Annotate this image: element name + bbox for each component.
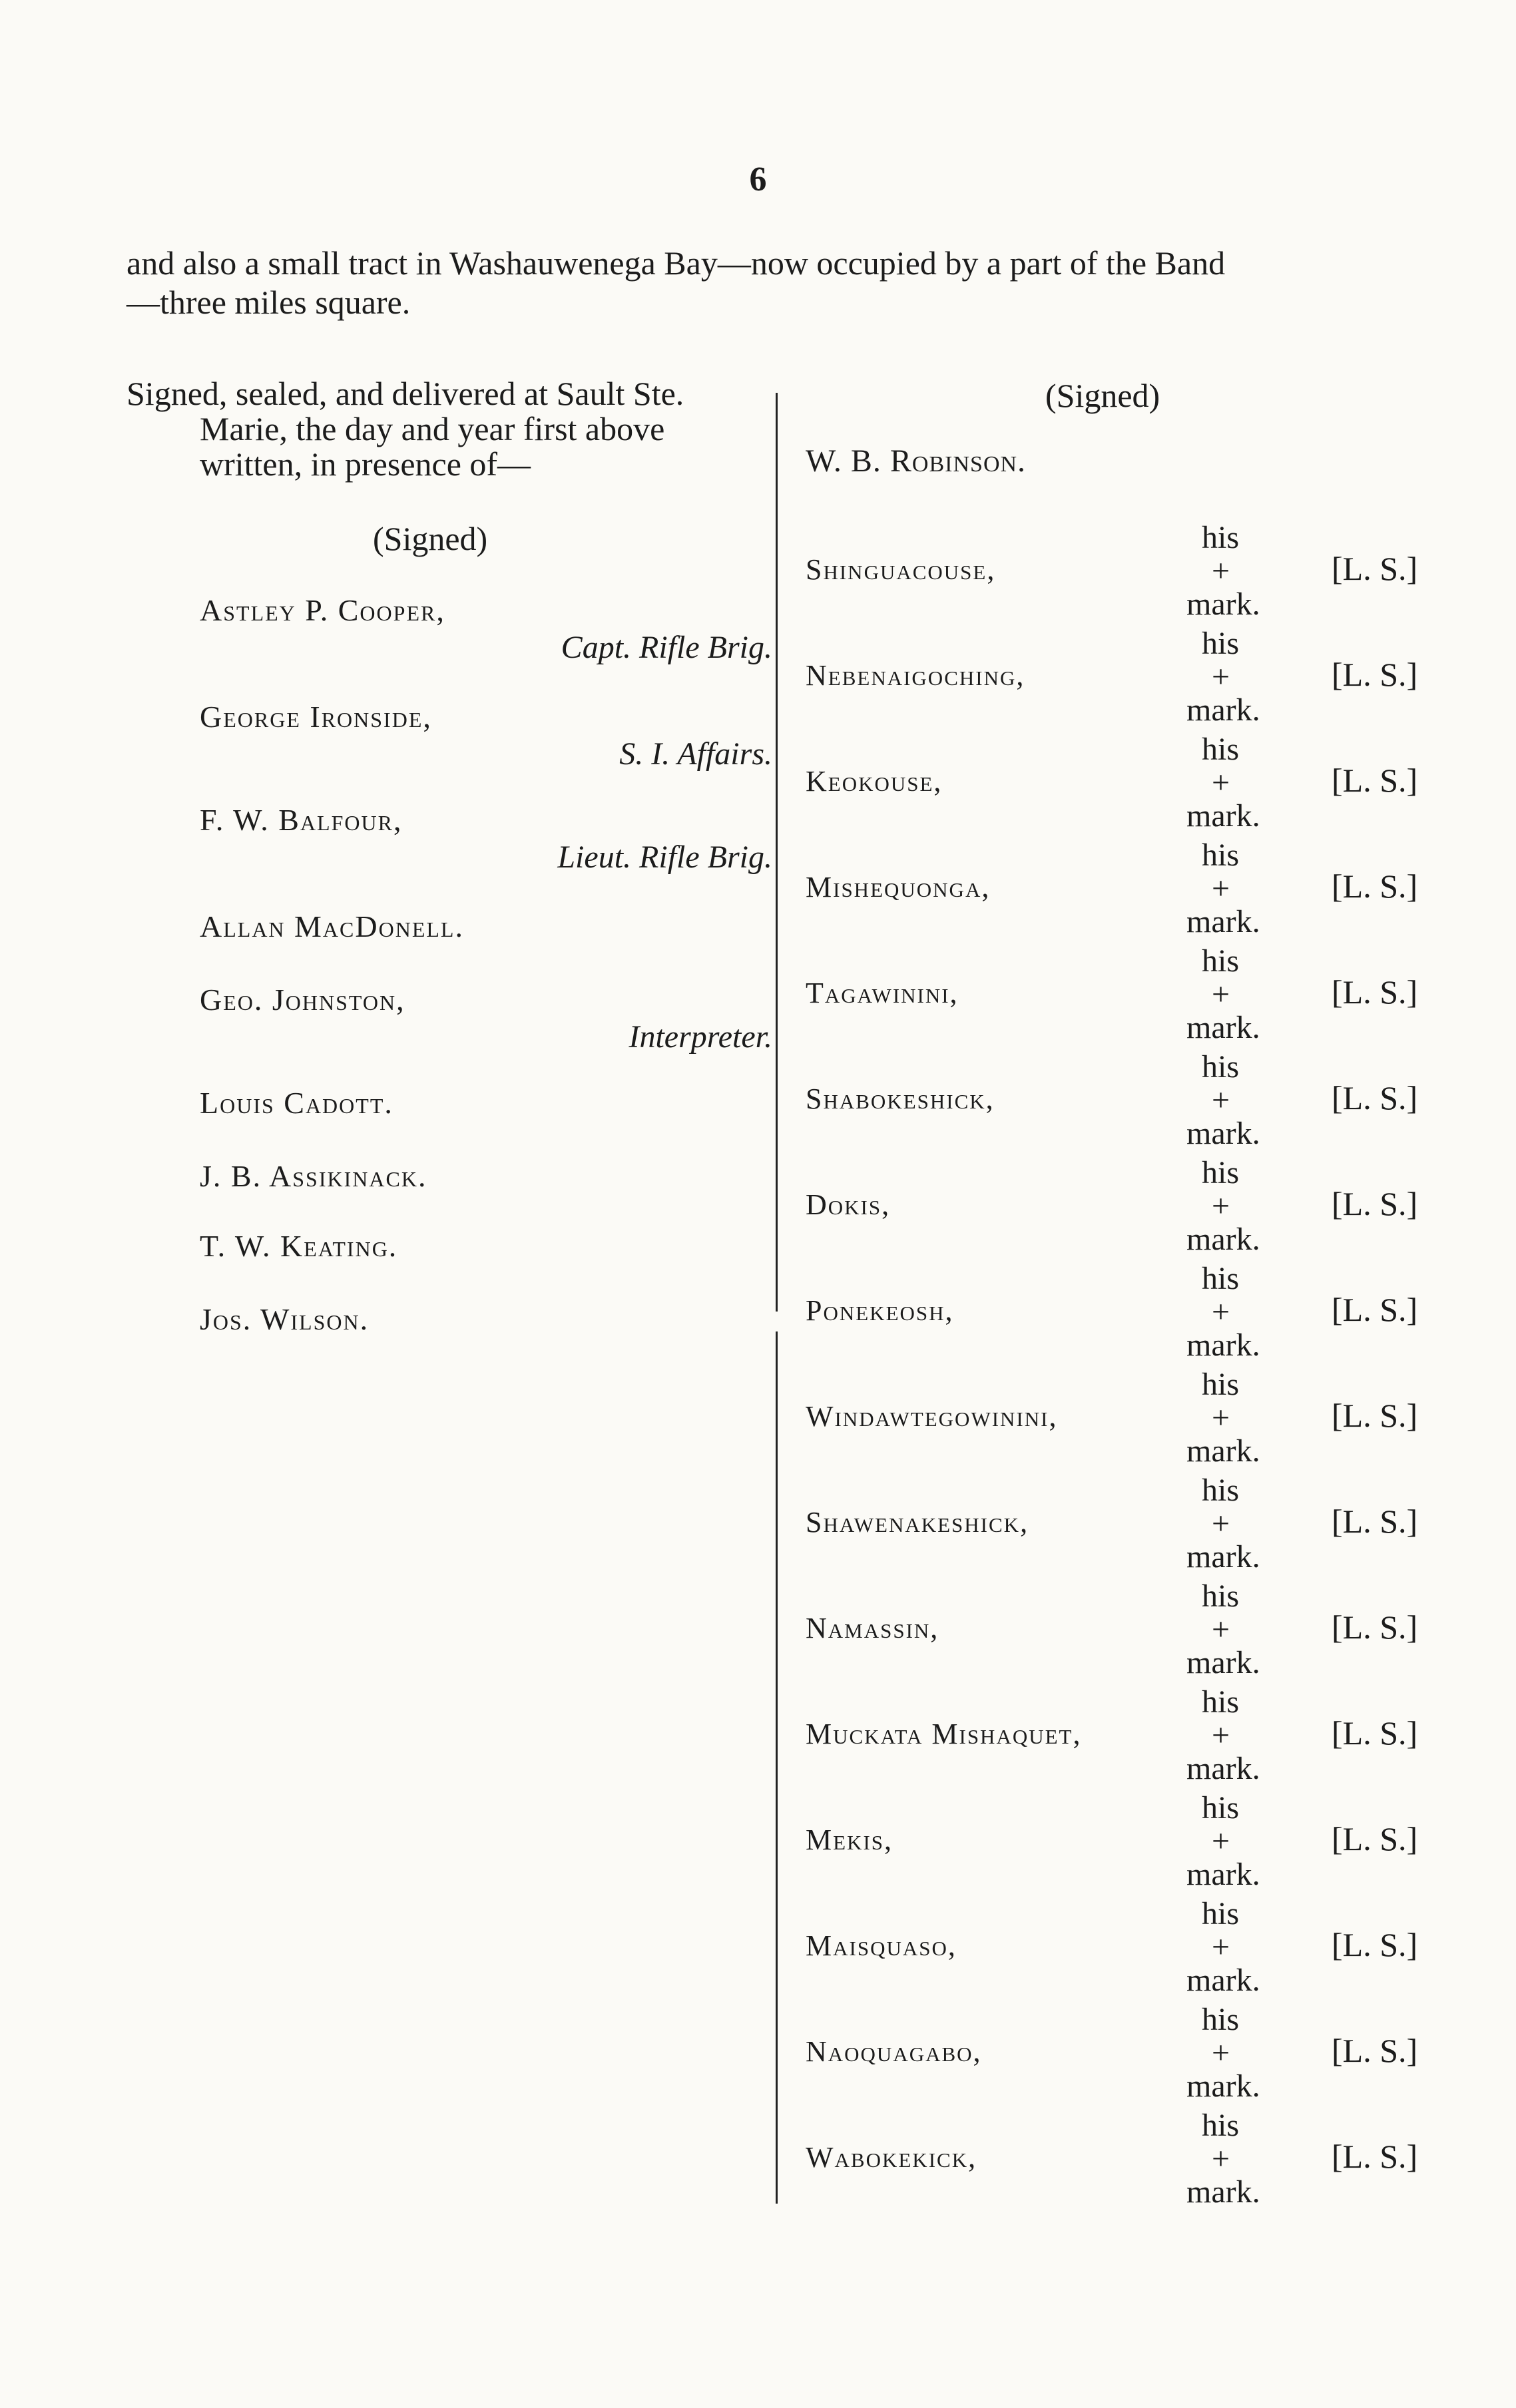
mark-label: mark. [1186,1857,1260,1892]
chief-name: Namassin, [806,1612,939,1644]
seal-mark: [L. S.] [1332,762,1418,799]
attestation-line: Marie, the day and year first above [200,410,665,447]
cross-mark: + [1212,1083,1230,1118]
mark-label: mark. [1186,1433,1260,1469]
cross-mark: + [1212,553,1230,589]
signed-label-chiefs: (Signed) [1045,377,1160,414]
witness-attestation [126,376,766,482]
seal-mark: [L. S.] [1332,1079,1418,1116]
cross-mark: + [1212,1294,1230,1329]
his-label: his [1202,1473,1240,1508]
witness-role: Capt. Rifle Brig. [561,630,772,665]
cross-mark: + [1212,659,1230,694]
chief-name: Muckata Mishaquet, [806,1718,1082,1750]
seal-mark: [L. S.] [1332,973,1418,1011]
seal-mark: [L. S.] [1332,1608,1418,1646]
witness-name: Louis Cadott. [200,1086,393,1120]
mark-label: mark. [1186,1963,1260,1998]
chief-name: Shawenakeshick, [806,1506,1029,1539]
cross-mark: + [1212,765,1230,800]
witness-name: Astley P. Cooper, [200,593,445,627]
cross-mark: + [1212,2141,1230,2176]
cross-mark: + [1212,1188,1230,1224]
chief-name: Mekis, [806,1823,893,1856]
chief-name: Shabokeshick, [806,1083,995,1115]
his-label: his [1202,1367,1240,1402]
mark-label: mark. [1186,587,1260,622]
seal-mark: [L. S.] [1332,1397,1418,1434]
robinson-signature: W. B. Robinson. [806,443,1027,479]
his-label: his [1202,838,1240,873]
seal-mark: [L. S.] [1332,1714,1418,1752]
cross-mark: + [1212,1823,1230,1859]
cross-mark: + [1212,1400,1230,1435]
his-label: his [1202,520,1240,555]
chief-name: Tagawinini, [806,977,959,1009]
chief-name: Maisquaso, [806,1929,957,1962]
chief-name: Keokouse, [806,765,943,798]
chief-name: Nebenaigoching, [806,659,1025,692]
mark-label: mark. [1186,1327,1260,1363]
his-label: his [1202,1049,1240,1084]
intro-paragraph-line-1: and also a small tract in Washauwenega Bay—now occupied by a part of the Band [126,244,1226,282]
witness-name: T. W. Keating. [200,1229,398,1263]
seal-mark: [L. S.] [1332,1503,1418,1540]
bracket-line [776,393,790,1312]
signed-label-witnesses: (Signed) [373,520,488,557]
mark-label: mark. [1186,1116,1260,1151]
bracket-line [776,1331,790,2204]
chief-name: Ponekeosh, [806,1294,954,1327]
cross-mark: + [1212,1506,1230,1541]
attestation-line: Signed, sealed, and delivered at Sault Ste. [126,375,684,412]
seal-mark: [L. S.] [1332,2138,1418,2175]
mark-label: mark. [1186,2174,1260,2210]
witness-role: S. I. Affairs. [619,736,772,772]
mark-label: mark. [1186,1645,1260,1680]
his-label: his [1202,626,1240,661]
mark-label: mark. [1186,1539,1260,1574]
witness-role: Lieut. Rifle Brig. [557,840,772,875]
his-label: his [1202,1261,1240,1296]
seal-mark: [L. S.] [1332,867,1418,905]
chief-name: Windawtegowinini, [806,1400,1058,1433]
witness-name: Jos. Wilson. [200,1302,370,1336]
chief-name: Mishequonga, [806,871,991,903]
witness-name: F. W. Balfour, [200,803,403,837]
mark-label: mark. [1186,1751,1260,1786]
chief-name: Naoquagabo, [806,2035,982,2068]
his-label: his [1202,943,1240,979]
mark-label: mark. [1186,1222,1260,1257]
his-label: his [1202,1578,1240,1614]
chief-name: Dokis, [806,1188,891,1221]
his-label: his [1202,2108,1240,2143]
seal-mark: [L. S.] [1332,1291,1418,1328]
witness-name: J. B. Assikinack. [200,1159,427,1193]
chief-name: Wabokekick, [806,2141,977,2174]
seal-mark: [L. S.] [1332,1185,1418,1222]
cross-mark: + [1212,2035,1230,2070]
seal-mark: [L. S.] [1332,1926,1418,1963]
mark-label: mark. [1186,1010,1260,1045]
page-number: 6 [749,160,767,198]
his-label: his [1202,1896,1240,1931]
seal-mark: [L. S.] [1332,656,1418,693]
mark-label: mark. [1186,904,1260,939]
witness-name: Allan MacDonell. [200,909,464,943]
attestation-line: written, in presence of— [200,445,531,483]
mark-label: mark. [1186,798,1260,834]
chief-name: Shinguacouse, [806,553,996,586]
cross-mark: + [1212,1718,1230,1753]
witness-name: George Ironside, [200,700,432,734]
witness-name: Geo. Johnston, [200,983,405,1017]
mark-label: mark. [1186,2068,1260,2104]
cross-mark: + [1212,871,1230,906]
cross-mark: + [1212,1929,1230,1965]
his-label: his [1202,732,1240,767]
witness-role: Interpreter. [629,1019,772,1055]
cross-mark: + [1212,1612,1230,1647]
his-label: his [1202,2002,1240,2037]
his-label: his [1202,1790,1240,1825]
his-label: his [1202,1155,1240,1190]
seal-mark: [L. S.] [1332,550,1418,587]
his-label: his [1202,1684,1240,1720]
mark-label: mark. [1186,692,1260,728]
intro-paragraph-line-2: —three miles square. [126,284,411,321]
seal-mark: [L. S.] [1332,2032,1418,2069]
cross-mark: + [1212,977,1230,1012]
seal-mark: [L. S.] [1332,1820,1418,1857]
